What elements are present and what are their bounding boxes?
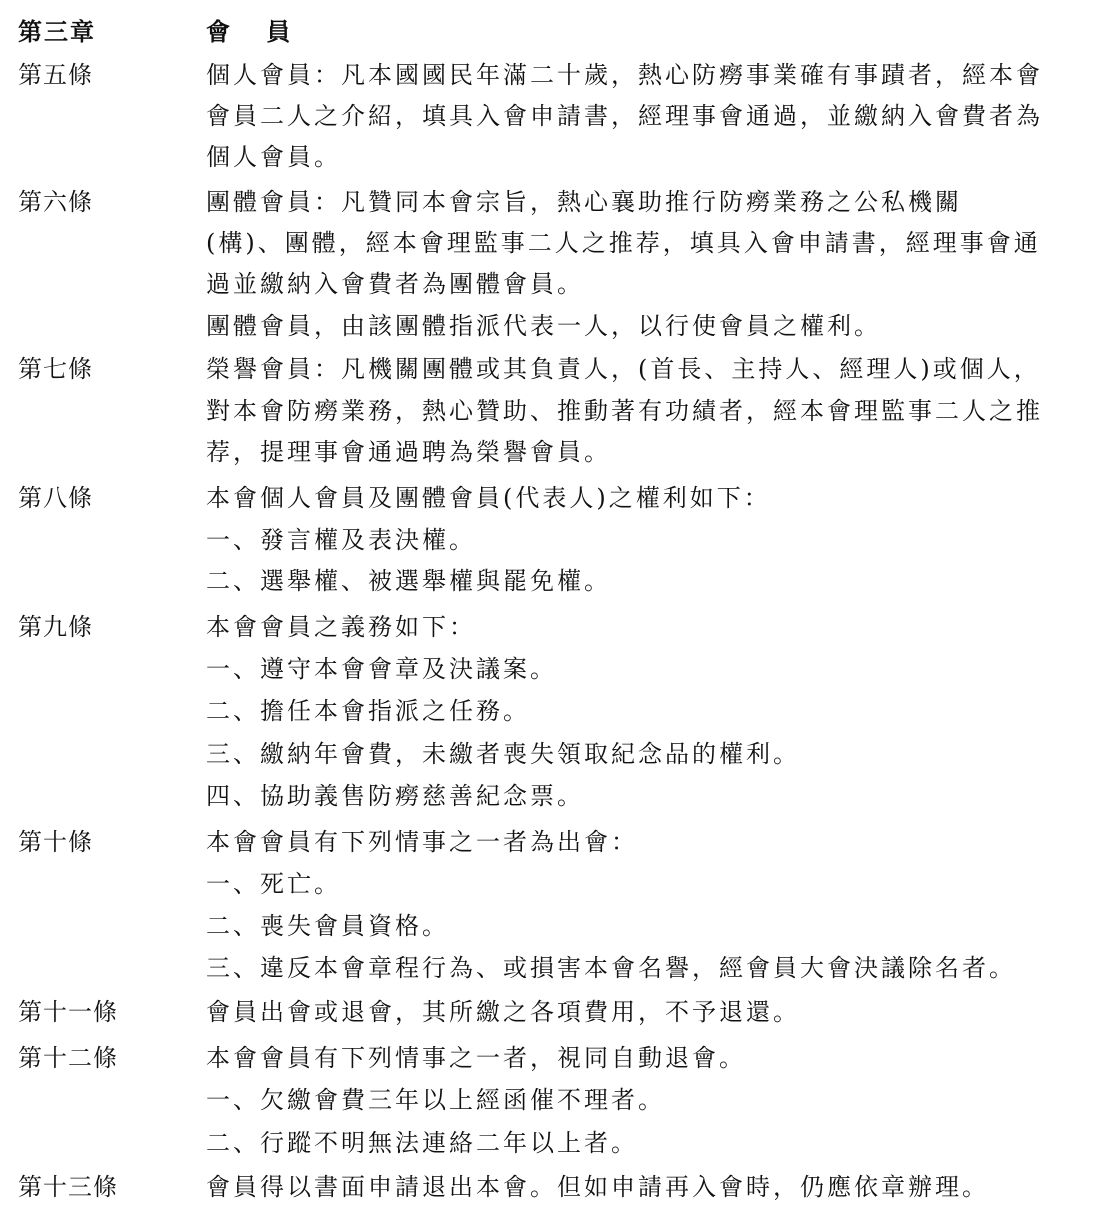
article-text-line: 一、欠繳會費三年以上經函催不理者。 — [206, 1086, 665, 1114]
article-text-line: 一、死亡。 — [206, 870, 341, 898]
article-text-line: 三、繳納年會費，未繳者喪失領取紀念品的權利。 — [206, 740, 800, 768]
article-label: 第八條 — [18, 484, 93, 512]
chapter-label: 第三章 — [18, 17, 96, 46]
article-label: 第九條 — [18, 613, 93, 641]
article-text-line: 二、選舉權、被選舉權與罷免權。 — [206, 567, 611, 595]
article-text-line: 本會會員之義務如下： — [206, 613, 476, 641]
article-text-line: 本會個人會員及團體會員(代表人)之權利如下： — [206, 484, 771, 512]
article-label: 第十二條 — [18, 1044, 118, 1072]
article-text-line: 團體會員：凡贊同本會宗旨，熱心襄助推行防癆業務之公私機關 — [206, 188, 962, 216]
article-text-line: 對本會防癆業務，熱心贊助、推動著有功績者，經本會理監事二人之推 — [206, 397, 1043, 425]
article-text-line: 荐，提理事會通過聘為榮譽會員。 — [206, 438, 611, 466]
article-text-line: 一、遵守本會會章及決議案。 — [206, 655, 557, 683]
article-text-line: 本會會員有下列情事之一者，視同自動退會。 — [206, 1044, 746, 1072]
article-text-line: 二、行蹤不明無法連絡二年以上者。 — [206, 1129, 638, 1157]
article-text-line: 二、喪失會員資格。 — [206, 912, 449, 940]
article-text-line: 會員出會或退會，其所繳之各項費用，不予退還。 — [206, 998, 800, 1026]
article-text-line: 會員得以書面申請退出本會。但如申請再入會時，仍應依章辦理。 — [206, 1173, 989, 1201]
article-label: 第十三條 — [18, 1173, 118, 1201]
article-label: 第十條 — [18, 828, 93, 856]
article-label: 第六條 — [18, 188, 93, 216]
article-text-line: 四、協助義售防癆慈善紀念票。 — [206, 782, 584, 810]
article-text-line: 二、擔任本會指派之任務。 — [206, 697, 530, 725]
article-text-line: 過並繳納入會費者為團體會員。 — [206, 270, 584, 298]
article-text-line: (構)、團體，經本會理監事二人之推荐，填具入會申請書，經理事會通 — [206, 229, 1041, 257]
article-label: 第七條 — [18, 355, 93, 383]
article-text-line: 本會會員有下列情事之一者為出會： — [206, 828, 638, 856]
article-text-line: 一、發言權及表決權。 — [206, 526, 476, 554]
article-label: 第十一條 — [18, 998, 118, 1026]
article-text-line: 三、違反本會章程行為、或損害本會名譽，經會員大會決議除名者。 — [206, 954, 1016, 982]
article-label: 第五條 — [18, 61, 93, 89]
article-text-line: 個人會員。 — [206, 143, 341, 171]
article-text-line: 會員二人之介紹，填具入會申請書，經理事會通過，並繳納入會費者為 — [206, 102, 1043, 130]
article-text-line: 個人會員：凡本國國民年滿二十歲，熱心防癆事業確有事蹟者，經本會 — [206, 61, 1043, 89]
article-text-line: 團體會員，由該團體指派代表一人，以行使會員之權利。 — [206, 312, 881, 340]
article-text-line: 榮譽會員：凡機關團體或其負責人，(首長、主持人、經理人)或個人， — [206, 355, 1041, 383]
chapter-title: 會 員 — [206, 17, 305, 46]
